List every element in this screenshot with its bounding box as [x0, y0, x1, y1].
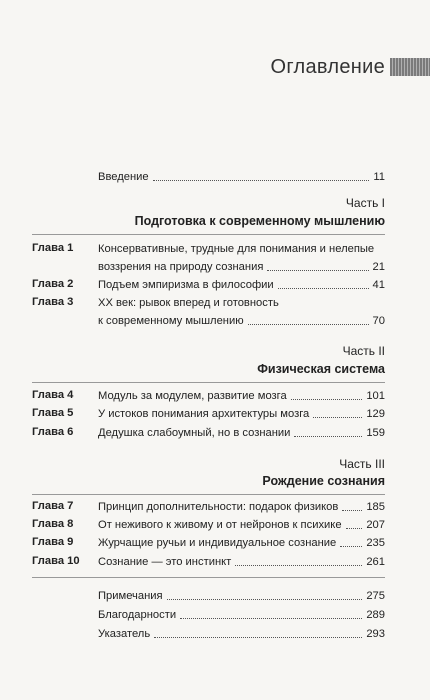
leader-dots: [294, 436, 362, 437]
chapter-label: Глава 10: [32, 555, 80, 567]
page-number: 11: [373, 171, 385, 183]
toc-entry-chapter-8[interactable]: [98, 518, 385, 532]
toc-entry-chapter-3[interactable]: [98, 314, 385, 328]
divider: [32, 234, 385, 235]
entry-text: к современному мышлению: [98, 315, 244, 327]
entry-text: воззрения на природу сознания: [98, 261, 264, 273]
entry-text: Указатель: [98, 628, 151, 640]
chapter-label: Глава 9: [32, 536, 74, 548]
toc-entry-intro[interactable]: [98, 170, 385, 184]
leader-dots: [248, 324, 369, 325]
toc-entry-chapter-5[interactable]: [98, 407, 385, 421]
page-number: 293: [366, 628, 385, 640]
chapter-line[interactable]: [98, 296, 279, 310]
toc-entry-index[interactable]: [98, 627, 385, 641]
entry-text: От неживого к живому и от нейронов к психике: [98, 519, 342, 531]
chapter-label: Глава 3: [32, 296, 74, 308]
part-number: Часть I: [345, 196, 385, 210]
entry-text: Введение: [98, 171, 149, 183]
chapter-line[interactable]: [98, 242, 374, 256]
page-number: 159: [366, 427, 385, 439]
page-number: 101: [366, 390, 385, 402]
leader-dots: [180, 618, 362, 619]
entry-text: Принцип дополнительности: подарок физиков: [98, 501, 339, 513]
chapter-label: Глава 7: [32, 500, 74, 512]
part-title: Подготовка к современному мышлению: [134, 214, 385, 228]
entry-text: Благодарности: [98, 609, 177, 621]
leader-dots: [340, 546, 362, 547]
leader-dots: [267, 270, 368, 271]
leader-dots: [154, 637, 362, 638]
page-number: 261: [366, 556, 385, 568]
toc-entry-chapter-7[interactable]: [98, 500, 385, 514]
page-number: 21: [372, 261, 385, 273]
part-number: Часть III: [339, 457, 385, 471]
chapter-label: Глава 8: [32, 518, 74, 530]
toc-entry-chapter-4[interactable]: [98, 389, 385, 403]
entry-text: XX век: рывок вперед и готовность: [98, 297, 279, 309]
part-title: Рождение сознания: [262, 474, 385, 488]
chapter-label: Глава 6: [32, 426, 74, 438]
leader-dots: [291, 399, 363, 400]
divider: [32, 577, 385, 578]
chapter-label: Глава 2: [32, 278, 74, 290]
chapter-label: Глава 4: [32, 389, 74, 401]
leader-dots: [346, 528, 363, 529]
page-number: 207: [366, 519, 385, 531]
divider: [32, 494, 385, 495]
part-number: Часть II: [342, 344, 385, 358]
title-decoration-bar: [390, 58, 430, 76]
toc-entry-chapter-6[interactable]: [98, 426, 385, 440]
entry-text: Сознание — это инстинкт: [98, 556, 232, 568]
entry-text: Консервативные, трудные для понимания и нелепые: [98, 243, 375, 255]
page-number: 235: [366, 537, 385, 549]
entry-text: Примечания: [98, 590, 163, 602]
part-title: Физическая система: [257, 362, 385, 376]
page-number: 129: [366, 408, 385, 420]
page-number: 70: [372, 315, 385, 327]
toc-entry-chapter-9[interactable]: [98, 536, 385, 550]
leader-dots: [153, 180, 370, 181]
entry-text: Модуль за модулем, развитие мозга: [98, 390, 287, 402]
leader-dots: [342, 510, 362, 511]
leader-dots: [167, 599, 363, 600]
page-number: 185: [366, 501, 385, 513]
page-number: 289: [366, 609, 385, 621]
leader-dots: [278, 288, 369, 289]
page-number: 275: [366, 590, 385, 602]
toc-entry-chapter-1[interactable]: [98, 260, 385, 274]
divider: [32, 382, 385, 383]
toc-entry-chapter-10[interactable]: [98, 555, 385, 569]
entry-text: Подъем эмпиризма в философии: [98, 279, 274, 291]
entry-text: Дедушка слабоумный, но в сознании: [98, 427, 291, 439]
toc-entry-chapter-2[interactable]: [98, 278, 385, 292]
toc-entry-acknowledgements[interactable]: [98, 608, 385, 622]
entry-text: Журчащие ручьи и индивидуальное сознание: [98, 537, 337, 549]
leader-dots: [313, 417, 362, 418]
chapter-label: Глава 1: [32, 242, 74, 254]
chapter-label: Глава 5: [32, 407, 74, 419]
toc-title: Оглавление: [270, 56, 385, 78]
toc-entry-notes[interactable]: [98, 589, 385, 603]
entry-text: У истоков понимания архитектуры мозга: [98, 408, 310, 420]
leader-dots: [235, 565, 362, 566]
page-number: 41: [372, 279, 385, 291]
